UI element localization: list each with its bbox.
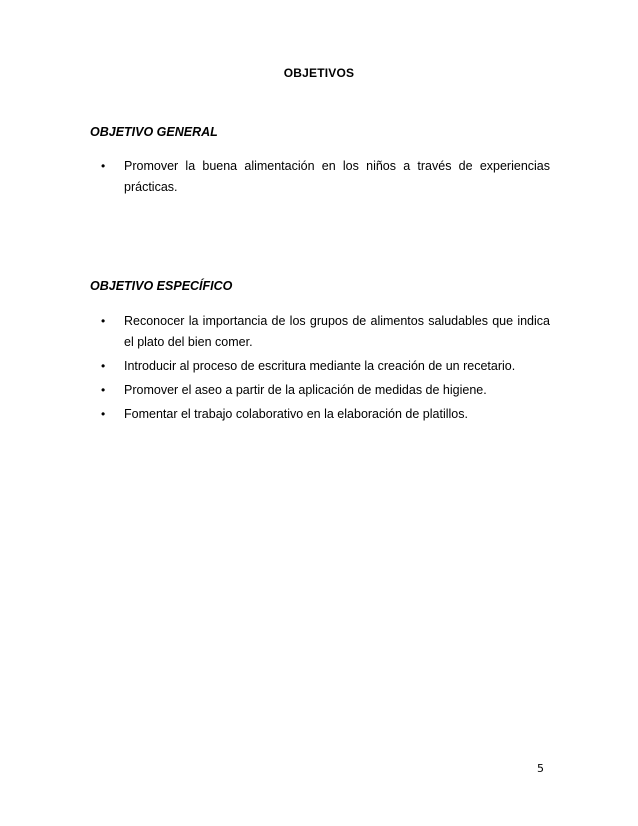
- bullet-icon: •: [101, 359, 106, 373]
- list-item: [90, 404, 550, 425]
- list-item-text: Promover el aseo a partir de la aplicación de medidas de higiene.: [124, 383, 487, 397]
- list-item: [90, 356, 550, 377]
- bullet-icon: •: [101, 159, 106, 173]
- list-item: [90, 156, 550, 198]
- specific-objective-list: [90, 311, 550, 428]
- bullet-icon: •: [101, 383, 106, 397]
- list-item-text: Reconocer la importancia de los grupos de alimentos saludables que indica el plato del bien comer.: [124, 314, 550, 349]
- page-number: 5: [537, 762, 544, 775]
- list-item-text: Introducir al proceso de escritura mediante la creación de un recetario.: [124, 359, 516, 373]
- list-item-text: Fomentar el trabajo colaborativo en la elaboración de platillos.: [124, 407, 468, 421]
- general-objective-heading: OBJETIVO GENERAL: [90, 125, 218, 139]
- page-title: OBJETIVOS: [283, 66, 355, 80]
- bullet-icon: •: [101, 314, 106, 328]
- list-item: [90, 380, 550, 401]
- list-item: [90, 311, 550, 353]
- specific-objective-heading: OBJETIVO ESPECÍFICO: [90, 279, 233, 293]
- list-item-text: Promover la buena alimentación en los niños a través de experiencias prácticas.: [124, 159, 550, 194]
- bullet-icon: •: [101, 407, 106, 421]
- general-objective-list: [90, 156, 550, 201]
